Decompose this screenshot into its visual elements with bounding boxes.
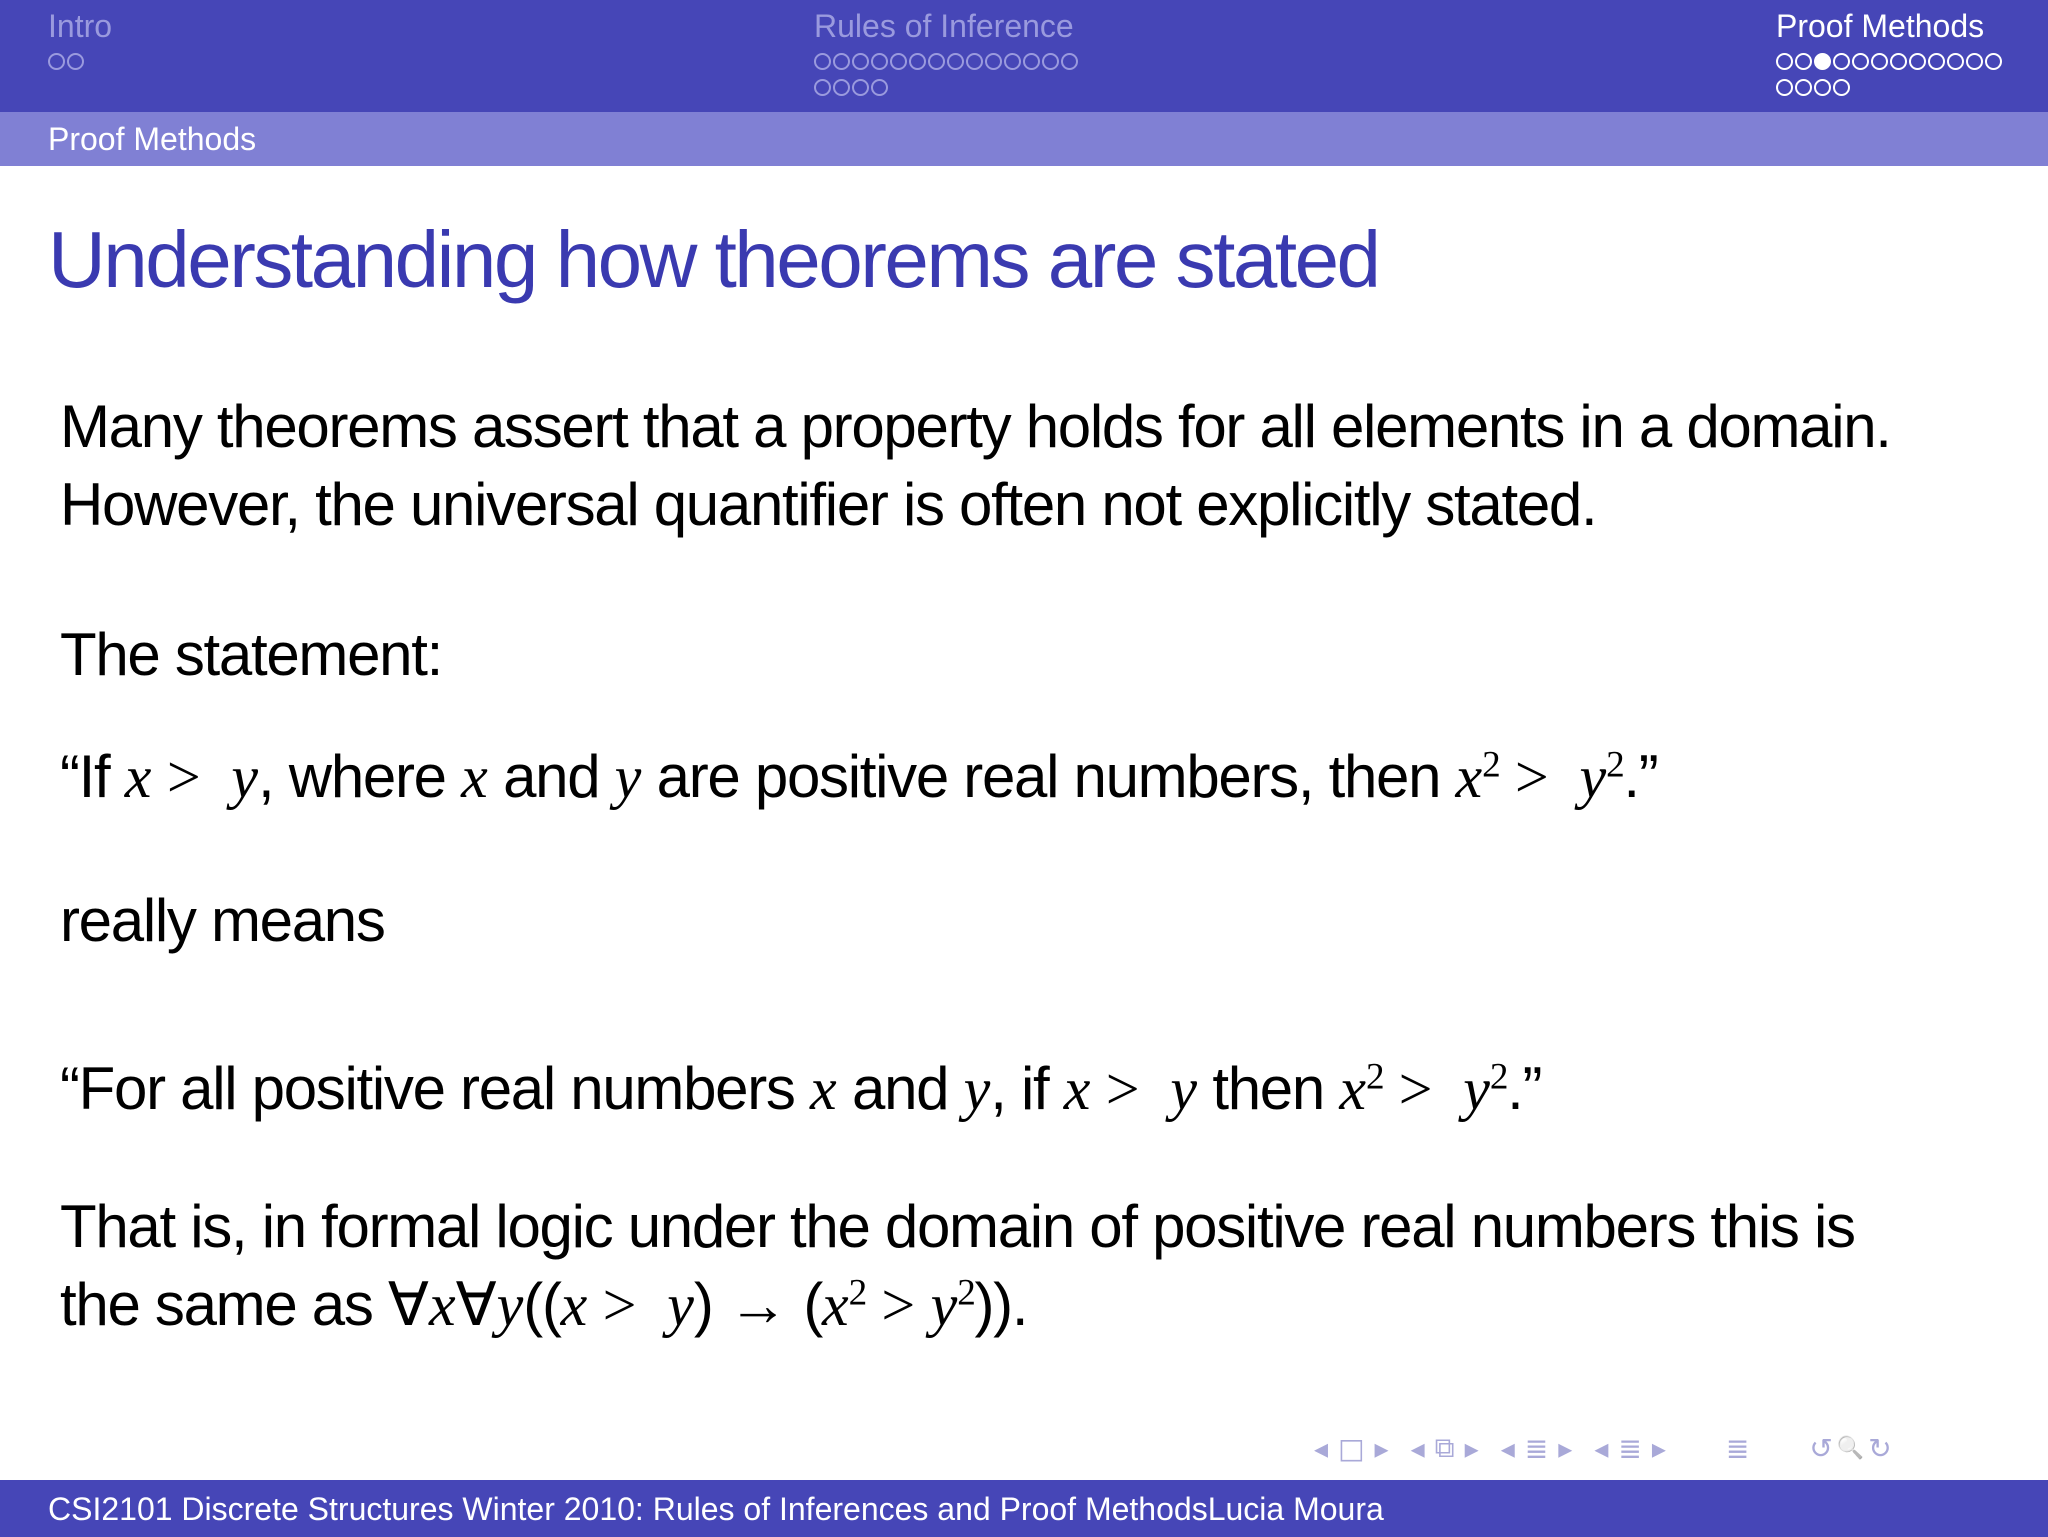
frame-dot[interactable] [871, 79, 888, 96]
paragraph: really means [60, 887, 385, 954]
prev-section-arrow-icon[interactable]: ◂ [1594, 1431, 1609, 1465]
footer-text: CSI2101 Discrete Structures Winter 2010: Rules of Inferences and Proof MethodsLucia Moura [48, 1491, 1384, 1527]
current-frame-dot[interactable] [1814, 53, 1831, 70]
prev-slide-arrow-icon[interactable]: ◂ [1314, 1431, 1329, 1465]
document-icon[interactable]: ≣ [1725, 1431, 1750, 1465]
next-section-arrow-icon[interactable]: ▸ [1651, 1431, 1666, 1465]
frame-dot[interactable] [1833, 53, 1850, 70]
next-slide-arrow-icon[interactable]: ▸ [1374, 1431, 1389, 1465]
frame-dot[interactable] [871, 53, 888, 70]
footer-bar [0, 1480, 2048, 1537]
frame-dot[interactable] [1023, 53, 1040, 70]
paragraph-line: That is, in formal logic under the domain of positive real numbers this is [60, 1193, 1855, 1260]
frame-dot[interactable] [1776, 53, 1793, 70]
frame-dot[interactable] [814, 79, 831, 96]
frame-dot[interactable] [1776, 79, 1793, 96]
nav-dots-row [814, 50, 1078, 72]
frame-dot[interactable] [947, 53, 964, 70]
next-frame-arrow-icon[interactable]: ▸ [1464, 1431, 1479, 1465]
frame-dot[interactable] [985, 53, 1002, 70]
nav-section-proof-methods[interactable] [1776, 6, 2002, 98]
navigation-header [0, 0, 2048, 112]
frame-icon[interactable]: ⧉ [1434, 1431, 1455, 1464]
section-icon[interactable]: ≣ [1618, 1431, 1642, 1465]
frame-dot[interactable] [1966, 53, 1983, 70]
frame-dot[interactable] [852, 53, 869, 70]
frame-dot[interactable] [1871, 53, 1888, 70]
nav-section-intro[interactable] [48, 6, 112, 72]
frame-dot[interactable] [1004, 53, 1021, 70]
frame-dot[interactable] [67, 53, 84, 70]
nav-dots-row [48, 50, 112, 72]
nav-dots-row [1776, 76, 2002, 98]
frame-dot[interactable] [48, 53, 65, 70]
frame-dot[interactable] [909, 53, 926, 70]
frame-dot[interactable] [852, 79, 869, 96]
frame-dot[interactable] [1947, 53, 1964, 70]
paragraph: The statement: [60, 621, 442, 688]
nav-dots-row [1776, 50, 2002, 72]
slide-title: Understanding how theorems are stated [48, 215, 1379, 304]
frame-dot[interactable] [1833, 79, 1850, 96]
nav-section-title[interactable]: Proof Methods [1776, 8, 1985, 44]
nav-section-title[interactable]: Intro [48, 8, 113, 44]
subsection-icon[interactable]: ≣ [1524, 1431, 1549, 1465]
frame-dot[interactable] [1890, 53, 1907, 70]
nav-section-title[interactable]: Rules of Inference [814, 8, 1074, 44]
prev-frame-arrow-icon[interactable]: ◂ [1410, 1431, 1425, 1465]
frame-dot[interactable] [1928, 53, 1945, 70]
frame-dot[interactable] [1042, 53, 1059, 70]
frame-dot[interactable] [966, 53, 983, 70]
back-icon[interactable]: ↺ [1809, 1431, 1833, 1465]
frame-dot[interactable] [1909, 53, 1926, 70]
frame-dot[interactable] [1795, 53, 1812, 70]
paragraph-line: However, the universal quantifier is often not explicitly stated. [60, 471, 1597, 538]
search-icon[interactable]: 🔍 [1836, 1435, 1865, 1461]
frame-dot[interactable] [890, 53, 907, 70]
beamer-navigation-controls [1310, 1428, 2030, 1468]
formula: ∀x∀y((x > $y) \to (x^2 > y^2)$). [387, 1271, 1028, 1338]
nav-section-rules-of-inference[interactable] [814, 6, 1078, 98]
next-subsection-arrow-icon[interactable]: ▸ [1558, 1431, 1573, 1465]
nav-dots-row [814, 76, 1078, 98]
frame-dot[interactable] [833, 53, 850, 70]
subsection-title[interactable]: Proof Methods [48, 121, 257, 157]
quoted-statement: “If x > y, where x and y are positive real numbers, then $x^2 > y^2$.” [60, 743, 1658, 810]
frame-dot[interactable] [1985, 53, 2002, 70]
frame-dot[interactable] [814, 53, 831, 70]
paragraph-line: Many theorems assert that a property holds for all elements in a domain. [60, 393, 1891, 460]
slide-icon[interactable]: □ [1338, 1431, 1365, 1465]
frame-dot[interactable] [833, 79, 850, 96]
quoted-statement: “For all positive real numbers x and y, if x > y then $x^2 > y^2$.” [60, 1055, 1542, 1122]
subsection-bar [0, 112, 2048, 166]
frame-dot[interactable] [1852, 53, 1869, 70]
forward-icon[interactable]: ↻ [1868, 1431, 1892, 1465]
paragraph-text: the same as [60, 1271, 388, 1338]
prev-subsection-arrow-icon[interactable]: ◂ [1500, 1431, 1515, 1465]
frame-dot[interactable] [1795, 79, 1812, 96]
paragraph-line [60, 1266, 1027, 1344]
frame-dot[interactable] [928, 53, 945, 70]
frame-dot[interactable] [1061, 53, 1078, 70]
frame-dot[interactable] [1814, 79, 1831, 96]
